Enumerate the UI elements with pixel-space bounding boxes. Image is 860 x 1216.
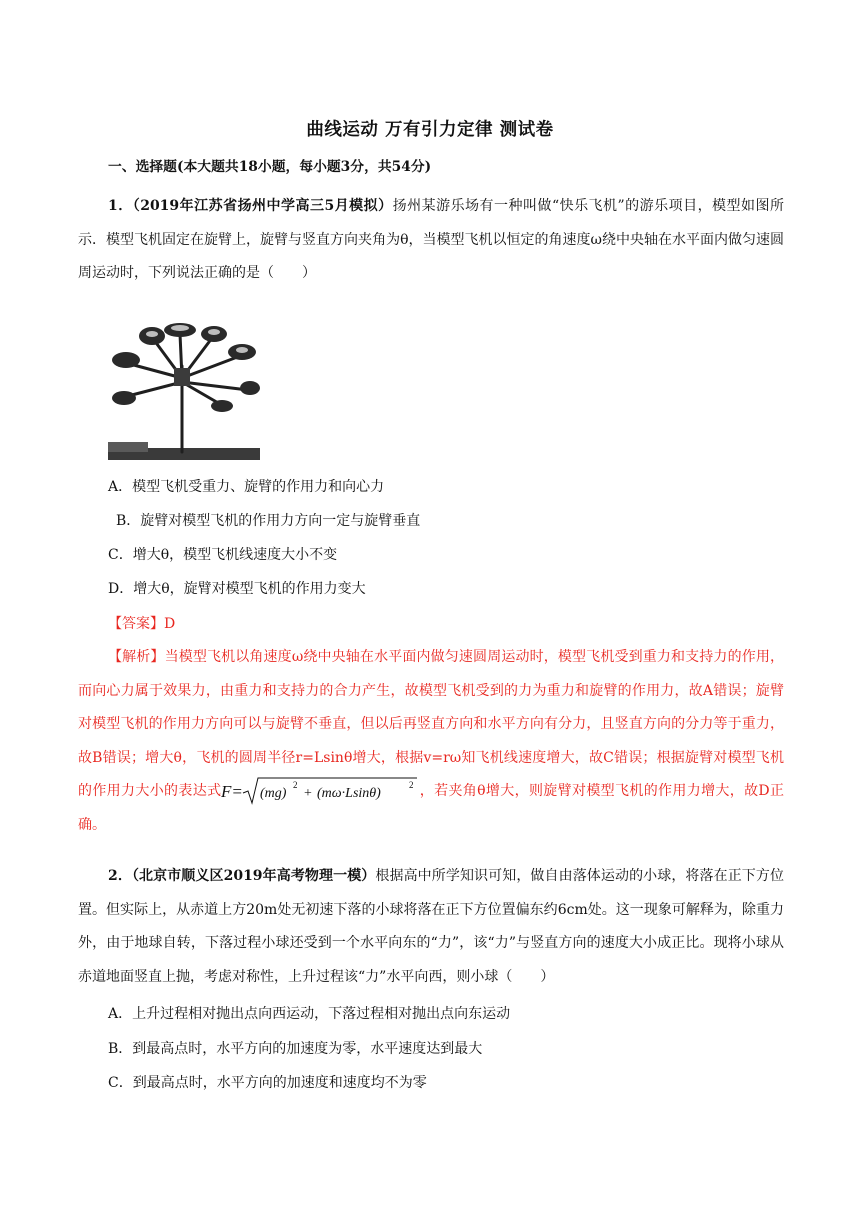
- answer-value: D: [164, 616, 176, 632]
- question-1-number: 1．: [108, 198, 133, 214]
- question-1-stem: [78, 190, 784, 291]
- question-1-analysis: [78, 641, 784, 842]
- question-1-answer: [108, 614, 175, 634]
- question-1-text: 扬州某游乐场有一种叫做“快乐飞机”的游乐项目，模型如图所示．模型飞机固定在旋臂上，旋臂与竖直方向夹角为θ，当模型飞机以恒定的角速度ω绕中央轴在水平面内做匀速圆周运动时，下列说法正确的是（ ）: [78, 198, 784, 281]
- question-1-option-d: D．增大θ，旋臂对模型飞机的作用力变大: [108, 581, 366, 597]
- analysis-tag: 【解析】: [108, 649, 165, 665]
- analysis-text-2: ，若夹角θ增大，则旋臂对模型飞机的作用力增大，故D正确。: [78, 783, 785, 833]
- question-2-number: 2．: [108, 868, 132, 884]
- formula-exponent-1: 2: [293, 780, 298, 790]
- analysis-text-1: 当模型飞机以角速度ω绕中央轴在水平面内做匀速圆周运动时，模型飞机受到重力和支持力的作用，而向心力属于效果力，由重力和支持力的合力产生，故模型飞机受到的力为重力和旋臂的作用力，故A错误；旋臂对模型飞机的作用力方向可以与旋臂不垂直，但以后再竖直方向和水平方向有分力，且竖直方向的分力等于重力，故B错误；增大θ，飞机的圆周半径r=Lsinθ增大，根据v=rω知飞机线速度增大，故C错误；根据旋臂对模型飞机的作用力大小的表达式: [78, 649, 784, 799]
- formula-term-1: (mg): [260, 786, 287, 801]
- formula-plus: +: [304, 786, 313, 801]
- amusement-ride-photo: [108, 320, 260, 460]
- question-1-option-b: B．旋臂对模型飞机的作用力方向一定与旋臂垂直: [116, 513, 421, 529]
- formula-term-2: (mω·Lsinθ): [317, 786, 382, 801]
- formula-lhs: F=: [221, 782, 244, 801]
- question-1-option-c: C．增大θ，模型飞机线速度大小不变: [108, 547, 338, 563]
- question-1-source: （2019年江苏省扬州中学高三5月模拟）: [132, 198, 393, 214]
- question-2-option-a: A．上升过程相对抛出点向西运动，下落过程相对抛出点向东运动: [108, 1006, 511, 1022]
- formula-exponent-2: 2: [409, 780, 414, 790]
- answer-tag: 【答案】: [108, 616, 164, 632]
- question-2-stem: [78, 860, 784, 994]
- question-2-source: （北京市顺义区2019年高考物理一模）: [131, 868, 376, 884]
- question-2-option-c: C．到最高点时，水平方向的加速度和速度均不为零: [108, 1075, 427, 1091]
- section-heading: 一、选择题(本大题共18小题，每小题3分，共54分): [108, 159, 432, 175]
- question-2-option-b: B．到最高点时，水平方向的加速度为零，水平速度达到最大: [108, 1041, 483, 1057]
- page-title: 曲线运动 万有引力定律 测试卷: [306, 120, 554, 140]
- question-1-option-a: A．模型飞机受重力、旋臂的作用力和向心力: [108, 479, 385, 495]
- force-formula: [221, 776, 419, 806]
- question-2-text: 根据高中所学知识可知，做自由落体运动的小球，将落在正下方位置。但实际上，从赤道上方20m处无初速下落的小球将落在正下方位置偏东约6cm处。这一现象可解释为，除重力外，由于地球自转，下落过程小球还受到一个水平向东的“力”，该“力”与竖直方向的速度大小成正比。现将小球从赤道地面竖直上抛，考虑对称性，上升过程该“力”水平向西，则小球（ ）: [78, 868, 784, 985]
